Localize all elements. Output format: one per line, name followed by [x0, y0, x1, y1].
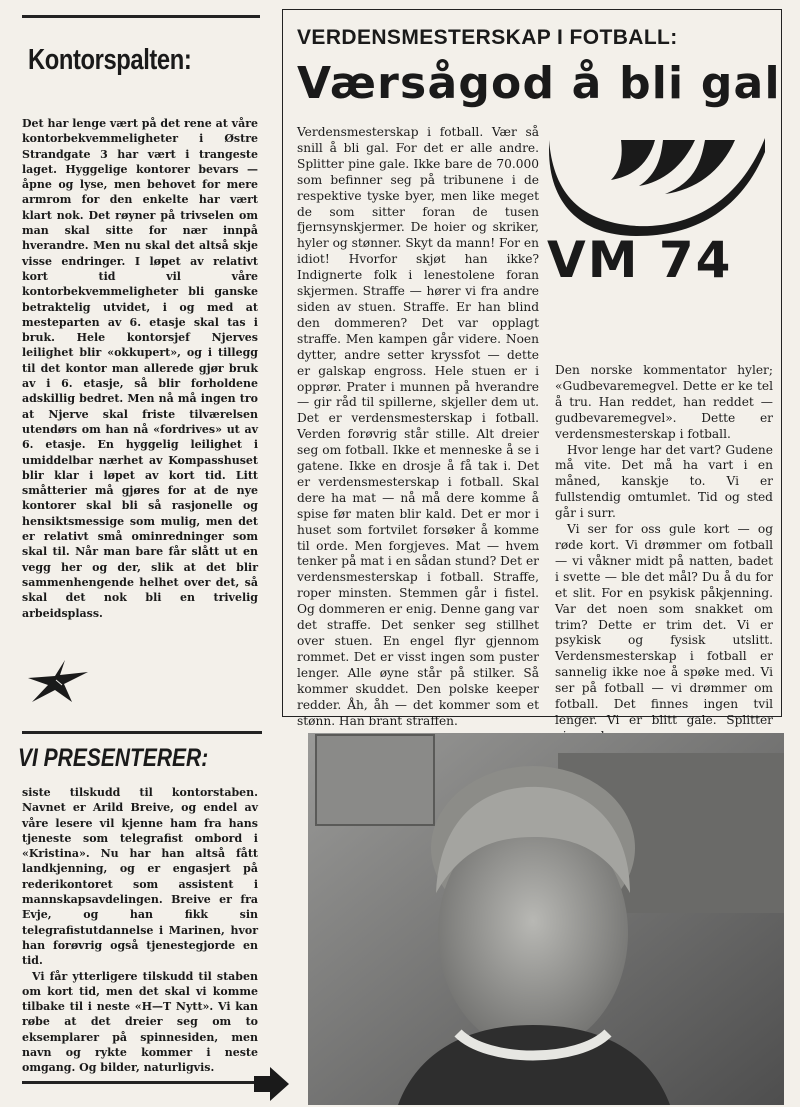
top-rule: [22, 15, 260, 18]
article-headline: Værsågod å bli gal: [297, 58, 781, 109]
article-column-1: [297, 125, 539, 729]
presenter-title: VI PRESENTERER:: [18, 744, 209, 772]
article-paragraph: Den norske kommentator hyler; «Gudbevaremegvel. Dette er ke tel å tru. Han reddet, han reddet — gudbevaremegvel». Dette er verdensmesterskap i fotball.: [555, 363, 773, 441]
arrow-right-icon: [254, 1066, 290, 1102]
article-kicker: VERDENSMESTERSKAP I FOTBALL:: [297, 26, 678, 49]
presenter-paragraph: siste tilskudd til kontorstaben. Navnet er Arild Breive, og endel av våre lesere vil kjenne ham fra hans tjeneste som telegrafist ombord i «Kristina». Nu har han altså fått landkjenning, og er engasjert på rederikontoret som assistent i mannskapsavdelingen. Breive er fra Evje, og han fikk sin telegrafistutdannelse i Marinen, hvor han forøvrig også tjenestegjorde en tid.: [22, 786, 258, 968]
portrait-photo: [308, 733, 784, 1105]
article-paragraph: Vi ser for oss gule kort — og røde kort. Vi drømmer om fotball — vi våkner midt på natten, badet i svette — ble det mål? Du å du for et slit. For en psykisk påkjenning. Var det noen som snakket om trim? Dette er trim det. Vi er psykisk og fysisk utslitt. Verdensmesterskap i fotball er sannelig ikke noe å spøke med. Vi ser på fotball — vi drømmer om fotball. Det finnes ingen tvil lenger. Vi er blitt gale. Splitter: [555, 522, 773, 727]
presenter-body: [22, 785, 258, 1076]
world-cup-article: [282, 9, 782, 728]
star-icon: [26, 658, 90, 704]
section-rule: [22, 731, 262, 734]
kontorspalten-body: Det har lenge vært på det rene at våre kontorbekvemmeligheter i Østre Strandgate 3 har vært i trangeste laget. Hyggelige kontorer bevars — åpne og lyse, men behovet for mere armrom for den enkelte har vært klart nok. Det røyner på trivselen om man skal sitte for nær innpå hverandre. Men nu skal det altså skje visse endringer. I løpet av relativt kort tid vil våre kontorbekvemmeligheter bli ganske betraktelig utvidet, i og med at mesteparten av 6. etasje skal tas i bruk. Hele kontorsjef Njerves leilighet blir «okkupert», og i tillegg til det kontor man allerede gjør bruk av i 6. etasje, så blir forholdene adskillig bedret. Men nå må ingen tro at Njerve skal friste tilværelsen utendørs om han nå «fordrives» ut av 6. etasje. En hyggelig leilighet i umiddelbar nærhet av Kompasshuset blir klar i løpet av kort tid. Litt småtterier må gjøres for at de nye kontorer skal bli så rasjonelle og hensiktsmessige som mulig, men det er relativt små ominredninger som skal til. Når man bare får slått ut en vegg her og der, slik at det blir sammenhengende helhet over det, så skal det nok bli en trivelig arbeidsplass.: [22, 117, 258, 620]
vm74-logo-text: VM 74: [547, 231, 733, 289]
kontorspalten-title: Kontorspalten:: [28, 44, 192, 76]
article-column-2: [555, 363, 773, 761]
article-paragraph: Hvor lenge har det vart? Gudene må vite. Det må ha vart i en måned, kanskje to. Vi er fullstendig omtumlet. Tid og sted går i surr.: [555, 442, 773, 521]
bottom-rule: [22, 1081, 260, 1084]
presenter-paragraph: Vi får ytterligere tilskudd til staben om kort tid, men det skal vi komme tilbake til i neste «H—T Nytt». Vi kan røbe at det dreier seg om to eksemplarer på spinnesiden, men navn og rykte kommer i neste omgang. Og bilder, naturligvis.: [22, 969, 258, 1075]
article-paragraph: Verdensmesterskap i fotball. Vær så snill å bli gal. For det er alle andre. Splitter pine gale. Ikke bare de 70.000 som befinner seg på tribunene i de respektive tyske byer, men like meget de som sitter foran de tusen fjernsynskjermer. De hoier og skriker, hyler og stønner. Skyt da mann! For en idiot! Hvorfor skjøt han ikke? Indignerte folk i lenestolene foran skjermen. Straffe — hører vi fra andre siden av stuen. Straffe. Er han blind den dommeren? Det var opplagt straffe. Men kampen går videre. Noen dytter, andre setter kryssfot — dette er galskap engross. Hele stuen er i opprør. Prater i munnen på hverandre — gir råd til spillerne, skjeller dem ut. Det er verdensmesterskap i fotball. Verden forøvrig står stille. Alt dreier seg om fotball. Ikke et menneske å se i gatene. Ikke en drosje å få tak i. Det er verdensmesterskap i fotball. Skal dere ha mat — nå må dere komme å spise før maten blir kald. Det er mor i huset som fortvilet forsøker å komme til orde. Men forgjeves. Mat — hvem tenker på mat i en sådan stund? Det er verdensmesterskap i fotball. Straffe, roper minsten. Stemmen går i fistel. Og dommeren er enig. Denne gang var det straffe. Det senker seg stillhet over stuen. En engel flyr gjennom rommet. Det er visst ingen som puster lenger. Alle øyne står på stilker. Så kommer skuddet. Den polske keeper redder. Åh, åh — det kommer som et stønn. Han brant straffen.: [297, 125, 539, 728]
